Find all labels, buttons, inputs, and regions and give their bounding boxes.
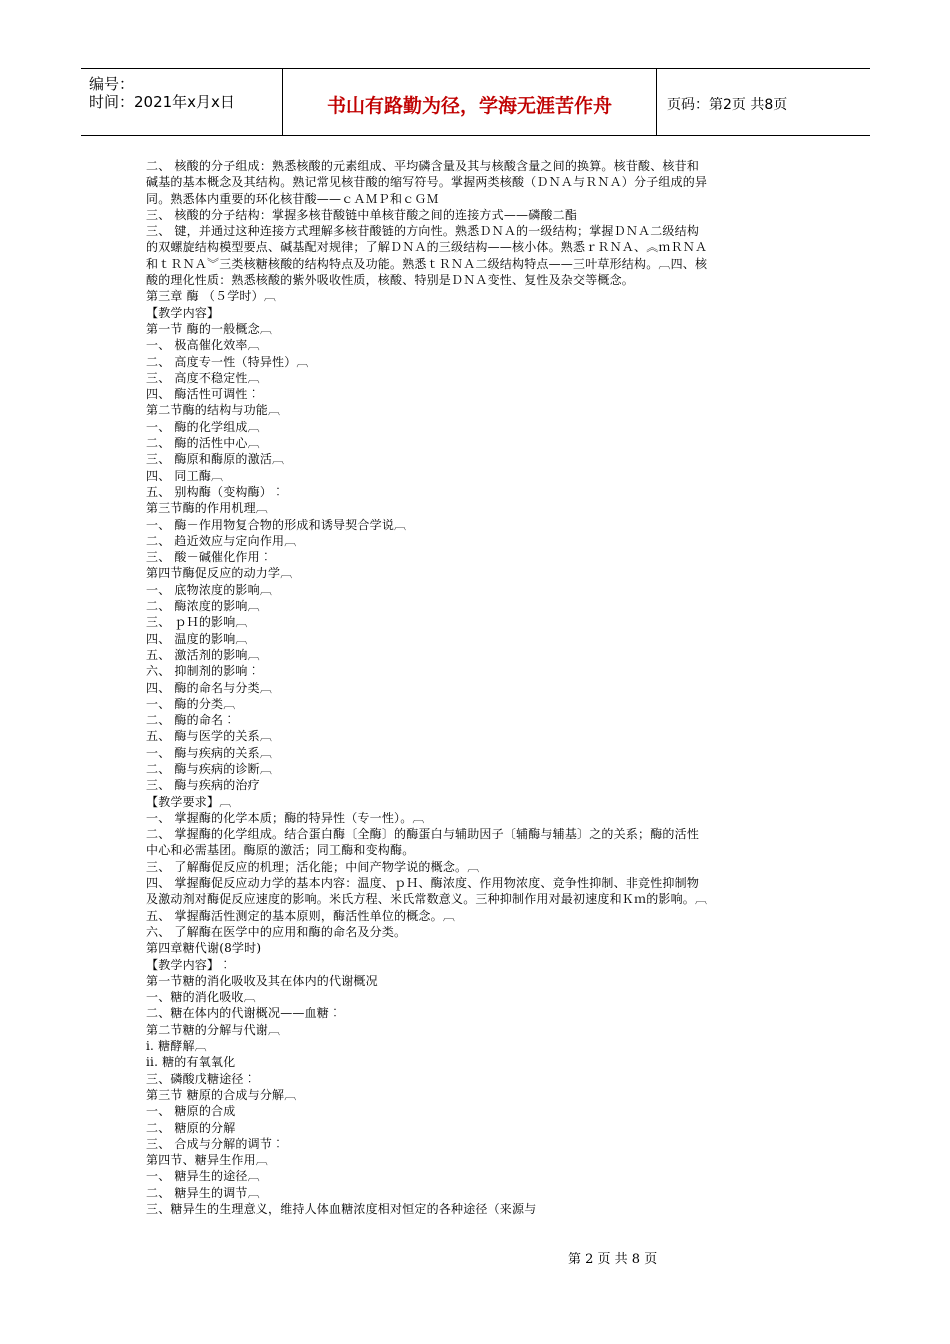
body-line: 一、 酶的分类︹ (146, 696, 236, 711)
header-page-info: 页码：第2页 共8页 (667, 97, 788, 113)
body-line: 第二节糖的分解与代谢︹ (146, 1022, 281, 1037)
body-line: 一、 底物浓度的影响︹ (146, 582, 273, 597)
body-line: 四、 同工酶︹ (146, 468, 224, 483)
body-line: 第三节 糖原的合成与分解︹ (146, 1087, 297, 1102)
document-body (146, 158, 808, 1217)
body-line: 四、 掌握酶促反应动力学的基本内容：温度、ｐＨ、酶浓度、作用物浓度、竞争性抑制、非竞性抑制物 (146, 876, 700, 891)
body-line: 第四节、糖异生作用︹ (146, 1153, 269, 1168)
body-line: 二、 趋近效应与定向作用︹ (146, 533, 297, 548)
body-line: 三、 ｐＨ的影响︹ (146, 615, 248, 630)
body-line: 一、 掌握酶的化学本质；酶的特异性（专一性）。︹ (146, 810, 425, 825)
body-line: 二、 酶的活性中心︹ (146, 436, 260, 451)
body-line: ii. 糖的有氧氧化 (146, 1055, 236, 1070)
body-line: 【教学内容】︰ (146, 957, 232, 972)
body-line: 四、 温度的影响︹ (146, 631, 248, 646)
body-line: 三、 酶原和酶原的激活︹ (146, 452, 285, 467)
body-line: 同。熟悉体内重要的环化核苷酸——ｃＡＭＰ和ｃＧＭ (146, 191, 439, 206)
body-line: 的双螺旋结构模型要点、碱基配对规律；了解ＤＮＡ的三级结构——核小体。熟悉ｒＲＮＡ、︽ｍＲＮＡ (146, 240, 708, 255)
body-line: 酸的理化性质：熟悉核酸的紫外吸收性质，核酸、特别是ＤＮＡ变性、复性及杂交等概念。 (146, 273, 635, 288)
header-motto-cell (283, 69, 657, 135)
body-line: 一、 酶的化学组成︹ (146, 419, 260, 434)
body-line: 二、 糖原的分解 (146, 1120, 236, 1135)
body-line: 三、 了解酶促反应的机理；活化能；中间产物学说的概念。︹ (146, 859, 480, 874)
header-motto: 书山有路勤为径，学海无涯苦作舟 (326, 95, 612, 117)
document-date: 时间：2021年x月x日 (89, 93, 235, 111)
body-line: 二、 掌握酶的化学组成。结合蛋白酶〔全酶〕的酶蛋白与辅助因子〔辅酶与辅基〕之的关系；酶的活性 (146, 827, 700, 842)
body-line: 五、 掌握酶活性测定的基本原则，酶活性单位的概念。︹ (146, 908, 456, 923)
body-line: 四、 酶的命名与分类︹ (146, 680, 273, 695)
body-line: 二、 高度专一性（特异性）︹ (146, 354, 309, 369)
body-line: 第四章糖代谢(8学时) (146, 941, 262, 956)
body-line: 三、 键，并通过这种连接方式理解多核苷酸链的方向性。熟悉ＤＮＡ的一级结构；掌握ＤＮＡ二级结构 (146, 224, 700, 239)
body-line: 六、 抑制剂的影响︰ (146, 664, 260, 679)
body-line: 三、磷酸戊糖途径︰ (146, 1071, 256, 1086)
body-line: 中心和必需基团。酶原的激活；同工酶和变构酶。 (146, 843, 415, 858)
body-line: 一、 糖原的合成 (146, 1104, 236, 1119)
body-line: 三、 酶与疾病的治疗 (146, 778, 260, 793)
body-line: 和ｔＲＮＡ︾三类核糖核酸的结构特点及功能。熟悉ｔＲＮＡ二级结构特点——三叶草形结构。︹四、核 (146, 256, 708, 271)
body-line: 【教学内容】 (146, 305, 220, 320)
body-line: 二、 酶的命名︰ (146, 713, 236, 728)
body-line: 二、 糖异生的调节︹ (146, 1185, 260, 1200)
body-line: 第四节酶促反应的动力学︹ (146, 566, 293, 581)
body-line: 一、 糖异生的途径︹ (146, 1169, 260, 1184)
body-line: 二、糖在体内的代谢概况——血糖︰ (146, 1006, 342, 1021)
page-header (81, 68, 870, 136)
body-line: 一、糖的消化吸收︹ (146, 990, 256, 1005)
body-line: 一、 极高催化效率︹ (146, 338, 260, 353)
body-line: 五、 酶与医学的关系︹ (146, 729, 273, 744)
body-line: 三、 高度不稳定性︹ (146, 370, 260, 385)
document-number-label: 编号： (89, 75, 135, 93)
body-line: 第三节酶的作用机理︹ (146, 501, 269, 516)
body-line: 五、 别构酶（变构酶）︰ (146, 484, 285, 499)
body-line: 【教学要求】︹ (146, 794, 232, 809)
body-line: 及激动剂对酶促反应速度的影响。米氏方程、米氏常数意义。三种抑制作用对最初速度和Ｋｍ的影响。︹ (146, 892, 708, 907)
body-line: 三、 合成与分解的调节︰ (146, 1136, 285, 1151)
body-line: 三、糖异生的生理意义，维持人体血糖浓度相对恒定的各种途径（来源与 (146, 1202, 537, 1216)
body-line: 碱基的基本概念及其结构。熟记常见核苷酸的缩写符号。掌握两类核酸（ＤＮＡ与ＲＮＡ）分子组成的异 (146, 175, 708, 190)
body-line: 第一节 酶的一般概念︹ (146, 321, 273, 336)
body-line: 第一节糖的消化吸收及其在体内的代谢概况 (146, 973, 378, 988)
body-line: 第二节酶的结构与功能︹ (146, 403, 281, 418)
body-line: i. 糖酵解︹ (146, 1039, 207, 1054)
body-line: 六、 了解酶在医学中的应用和酶的命名及分类。 (146, 924, 407, 939)
header-page-cell (657, 69, 870, 135)
body-line: 一、 酶与疾病的关系︹ (146, 745, 273, 760)
header-meta-cell (81, 69, 283, 135)
body-line: 二、 酶与疾病的诊断︹ (146, 761, 273, 776)
body-line: 三、 核酸的分子结构：掌握多核苷酸链中单核苷酸之间的连接方式——磷酸二酯 (146, 207, 578, 222)
body-line: 二、 核酸的分子组成：熟悉核酸的元素组成、平均磷含量及其与核酸含量之间的换算。核苷酸、核苷和 (146, 159, 700, 173)
page-footer: 第 2 页 共 8 页 (568, 1252, 658, 1267)
body-line: 四、 酶活性可调性︰ (146, 387, 260, 402)
body-line: 一、 酶－作用物复合物的形成和诱导契合学说︹ (146, 517, 407, 532)
body-line: 第三章 酶 （５学时）︹ (146, 289, 277, 304)
body-line: 二、 酶浓度的影响︹ (146, 599, 260, 614)
body-line: 三、 酸－碱催化作用︰ (146, 550, 273, 565)
body-line: 五、 激活剂的影响︹ (146, 647, 260, 662)
